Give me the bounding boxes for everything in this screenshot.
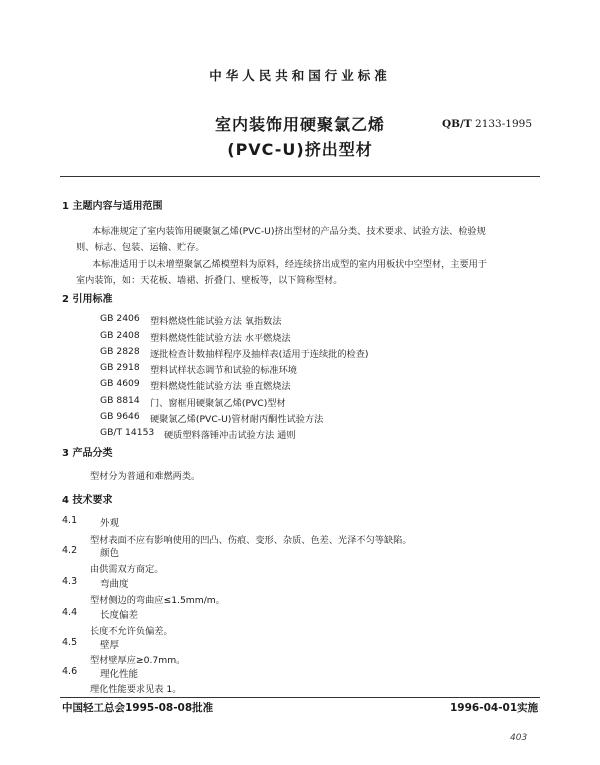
ref-code: GB 2406 — [100, 313, 140, 324]
section-3-heading: 3 产品分类 — [62, 448, 113, 459]
clause-text: 理化性能要求见表 1。 — [90, 684, 182, 695]
document-title-line2: (PVC-U)挤出型材 — [227, 140, 373, 159]
clause-number: 4.6 — [62, 666, 78, 677]
clause-title: 壁厚 — [100, 640, 120, 651]
clause-title: 颜色 — [100, 548, 120, 559]
clause-title: 长度偏差 — [100, 610, 139, 621]
ref-title: 塑料燃烧性能试验方法 氧指数法 — [150, 316, 282, 327]
clause-title: 理化性能 — [100, 669, 139, 680]
ref-code: GB 2828 — [100, 346, 140, 357]
standard-code — [442, 118, 532, 130]
clause-text: 由供需双方商定。 — [90, 564, 164, 575]
clause-title: 弯曲度 — [100, 579, 129, 590]
clause-text: 长度不允许负偏差。 — [90, 626, 173, 637]
clause-title: 外观 — [100, 518, 120, 529]
clause-text: 型材表面不应有影响使用的凹凸、伤痕、变形、杂质、色差、光泽不匀等缺陷。 — [90, 535, 412, 546]
section-2-heading: 2 引用标准 — [62, 294, 113, 305]
page-number: 403 — [510, 733, 528, 743]
ref-code: GB/T 14153 — [100, 427, 155, 438]
ref-code: GB 2918 — [100, 362, 140, 373]
clause-number: 4.2 — [62, 545, 78, 556]
footer-rule — [60, 697, 540, 698]
ref-code: GB 9646 — [100, 411, 140, 422]
section-3-text: 型材分为普通和难燃两类。 — [90, 471, 201, 482]
ref-title: 塑料试样状态调节和试验的标准环境 — [150, 365, 297, 376]
ref-title: 硬质塑料落锤冲击试验方法 通则 — [164, 430, 296, 441]
clause-number: 4.3 — [62, 576, 78, 587]
section-1-p1-line2: 则、标志、包装、运输、贮存。 — [76, 242, 205, 253]
ref-title: 塑料燃烧性能试验方法 垂直燃烧法 — [150, 381, 291, 392]
ref-title: 逐批检查计数抽样程序及抽样表(适用于连续批的检查) — [150, 349, 369, 360]
document-title-line1: 室内装饰用硬聚氯乙烯 — [214, 115, 385, 134]
section-1-p2-line2: 室内装饰，如：天花板、墙裙、折叠门、壁板等，以下简称型材。 — [76, 275, 343, 286]
clause-number: 4.1 — [62, 515, 78, 526]
section-1-p1-line1: 本标准规定了室内装饰用硬聚氯乙烯(PVC-U)挤出型材的产品分类、技术要求、试验方法、检验规 — [92, 226, 486, 237]
ref-title: 硬聚氯乙烯(PVC-U)管材耐丙酮性试验方法 — [150, 414, 324, 425]
standard-code-number: 2133-1995 — [475, 118, 533, 130]
clause-number: 4.5 — [62, 637, 78, 648]
standard-code-prefix: QB/T — [442, 118, 472, 130]
ref-code: GB 8814 — [100, 395, 140, 406]
ref-title: 门、窗框用硬聚氯乙烯(PVC)型材 — [150, 398, 286, 409]
clause-text: 型材侧边的弯曲应≤1.5mm/m。 — [90, 595, 225, 606]
ref-title: 塑料燃烧性能试验方法 水平燃烧法 — [150, 333, 291, 344]
implementation-date: 1996-04-01实施 — [450, 702, 539, 714]
header-rule — [60, 176, 540, 177]
clause-text: 型材壁厚应≥0.7mm。 — [90, 655, 186, 666]
ref-code: GB 2408 — [100, 330, 140, 341]
section-4-heading: 4 技术要求 — [62, 495, 113, 506]
approval-date: 中国轻工总会1995-08-08批准 — [62, 702, 214, 714]
section-1-heading: 1 主题内容与适用范围 — [62, 201, 163, 212]
standard-category: 中华人民共和国行业标准 — [209, 68, 391, 83]
clause-number: 4.4 — [62, 607, 78, 618]
ref-code: GB 4609 — [100, 378, 140, 389]
section-1-p2-line1: 本标准适用于以未增塑聚氯乙烯模塑料为原料，经连续挤出成型的室内用板状中空型材，主要用于 — [92, 259, 488, 270]
